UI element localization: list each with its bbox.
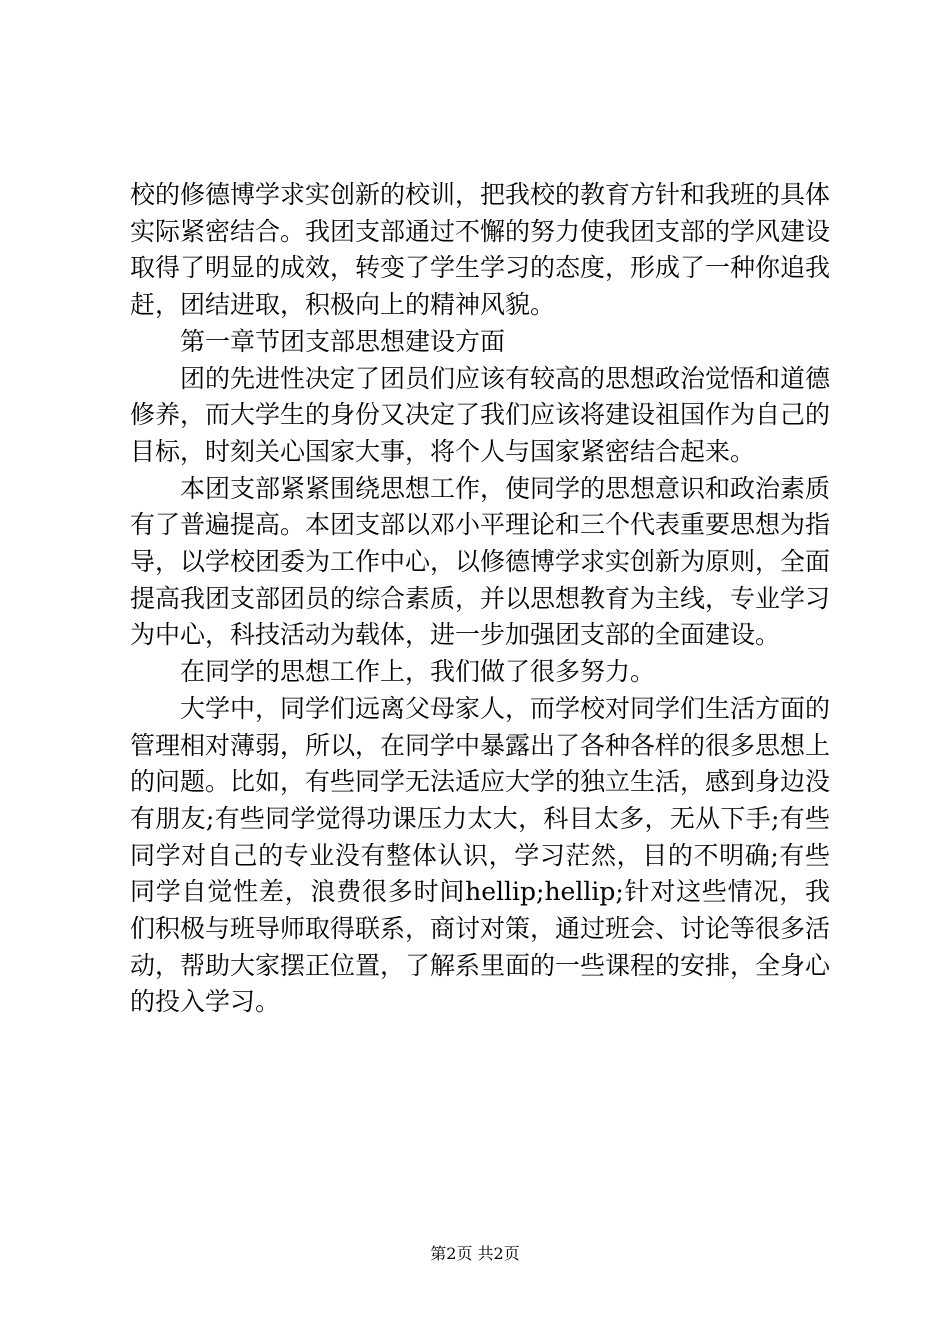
section-heading: 第一章节团支部思想建设方面 (180, 326, 506, 356)
page-number-footer: 第2页 共2页 (430, 1244, 520, 1263)
document-body (130, 177, 830, 1021)
paragraph: 在同学的思想工作上，我们做了很多努力。 (180, 657, 656, 687)
paragraph-continuation: 校的修德博学求实创新的校训，把我校的教育方针和我班的具体实际紧密结合。我团支部通过不懈的努力使我团支部的学风建设取得了明显的成效，转变了学生学习的态度，形成了一种你追我赶，团结进取，积极向上的精神风貌。 (130, 180, 831, 320)
paragraph: 大学中，同学们远离父母家人，而学校对同学们生活方面的管理相对薄弱，所以，在同学中暴露出了各种各样的很多思想上的问题。比如，有些同学无法适应大学的独立生活，感到身边没有朋友;有些同学觉得功课压力太大，科目太多，无从下手;有些同学对自己的专业没有整体认识，学习茫然，目的不明确;有些同学自觉性差，浪费很多时间hellip;hellip;针对这些情况，我们积极与班导师取得联系，商讨对策，通过班会、讨论等很多活动，帮助大家摆正位置，了解系里面的一些课程的安排，全身心的投入学习。 (130, 693, 831, 1017)
paragraph: 团的先进性决定了团员们应该有较高的思想政治觉悟和道德修养，而大学生的身份又决定了我们应该将建设祖国作为自己的目标，时刻关心国家大事，将个人与国家紧密结合起来。 (130, 363, 831, 466)
paragraph: 本团支部紧紧围绕思想工作，使同学的思想意识和政治素质有了普遍提高。本团支部以邓小平理论和三个代表重要思想为指导，以学校团委为工作中心，以修德博学求实创新为原则，全面提高我团支部团员的综合素质，并以思想教育为主线，专业学习为中心，科技活动为载体，进一步加强团支部的全面建设。 (130, 473, 831, 650)
